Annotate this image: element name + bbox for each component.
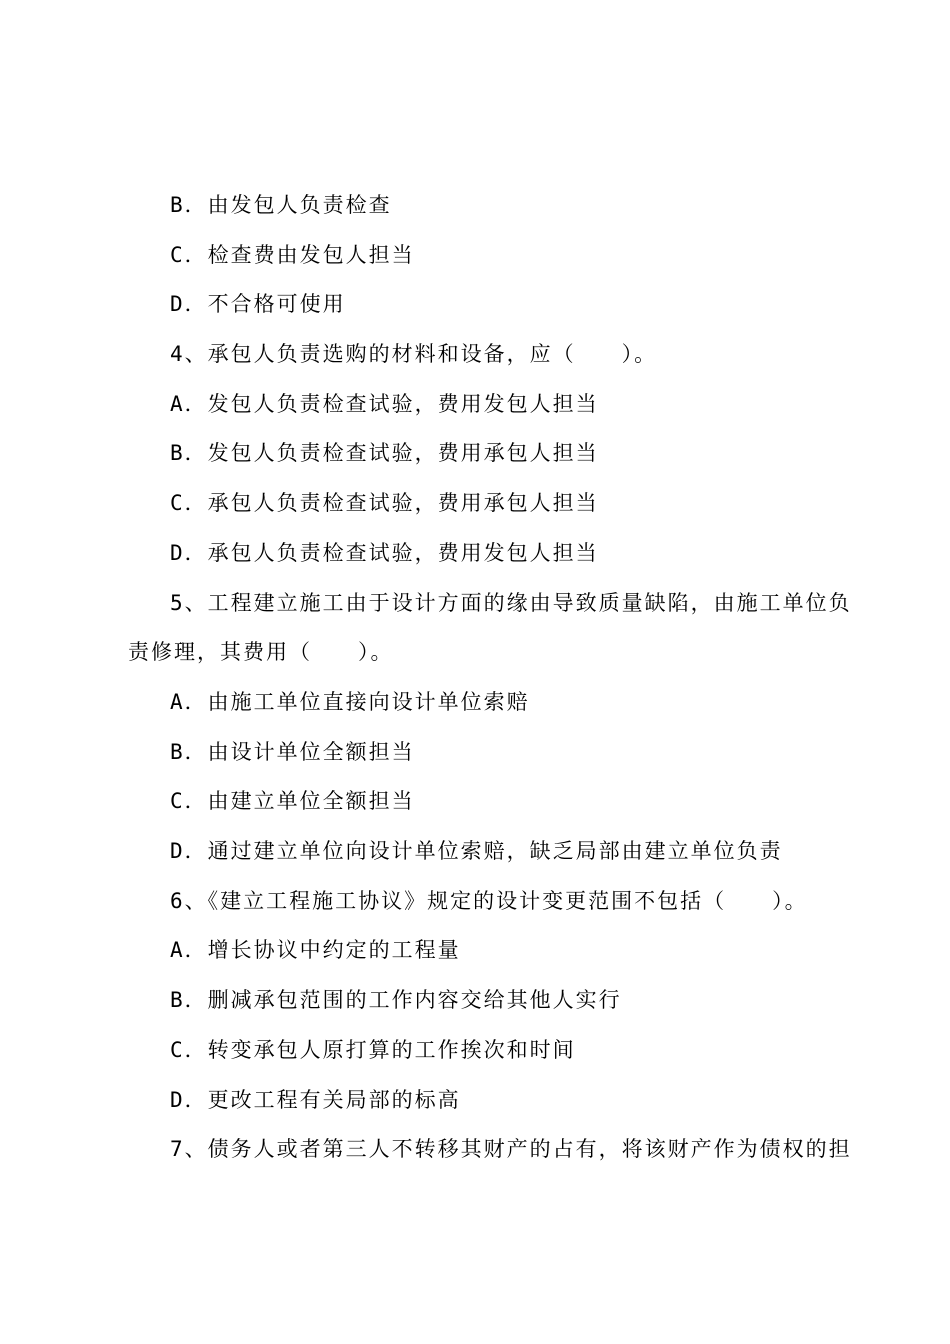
option-b-q5: B．由设计单位全额担当 (170, 740, 415, 764)
option-a-q4: A．发包人负责检查试验，费用发包人担当 (170, 392, 599, 416)
option-d-q6: D．更改工程有关局部的标高 (170, 1088, 461, 1112)
option-b-q3: B．由发包人负责检查 (170, 193, 392, 217)
option-c-q3: C．检查费由发包人担当 (170, 243, 415, 267)
option-b-q6: B．删减承包范围的工作内容交给其他人实行 (170, 988, 622, 1012)
question-5-line-2: 责修理，其费用（ ）。 (128, 640, 394, 664)
question-4: 4、承包人负责选购的材料和设备，应（ ）。 (170, 342, 658, 366)
option-b-q4: B．发包人负责检查试验，费用承包人担当 (170, 441, 599, 465)
option-d-q5: D．通过建立单位向设计单位索赔，缺乏局部由建立单位负责 (170, 839, 783, 863)
option-c-q5: C．由建立单位全额担当 (170, 789, 415, 813)
question-5-line-1: 5、工程建立施工由于设计方面的缘由导致质量缺陷，由施工单位负 (170, 591, 852, 615)
option-d-q3: D．不合格可使用 (170, 292, 346, 316)
option-d-q4: D．承包人负责检查试验，费用发包人担当 (170, 541, 599, 565)
option-a-q5: A．由施工单位直接向设计单位索赔 (170, 690, 530, 714)
question-7-line-1: 7、债务人或者第三人不转移其财产的占有，将该财产作为债权的担 (170, 1137, 852, 1161)
option-c-q4: C．承包人负责检查试验，费用承包人担当 (170, 491, 599, 515)
option-c-q6: C．转变承包人原打算的工作挨次和时间 (170, 1038, 576, 1062)
option-a-q6: A．增长协议中约定的工程量 (170, 938, 461, 962)
question-6: 6、《建立工程施工协议》规定的设计变更范围不包括（ ）。 (170, 889, 808, 913)
